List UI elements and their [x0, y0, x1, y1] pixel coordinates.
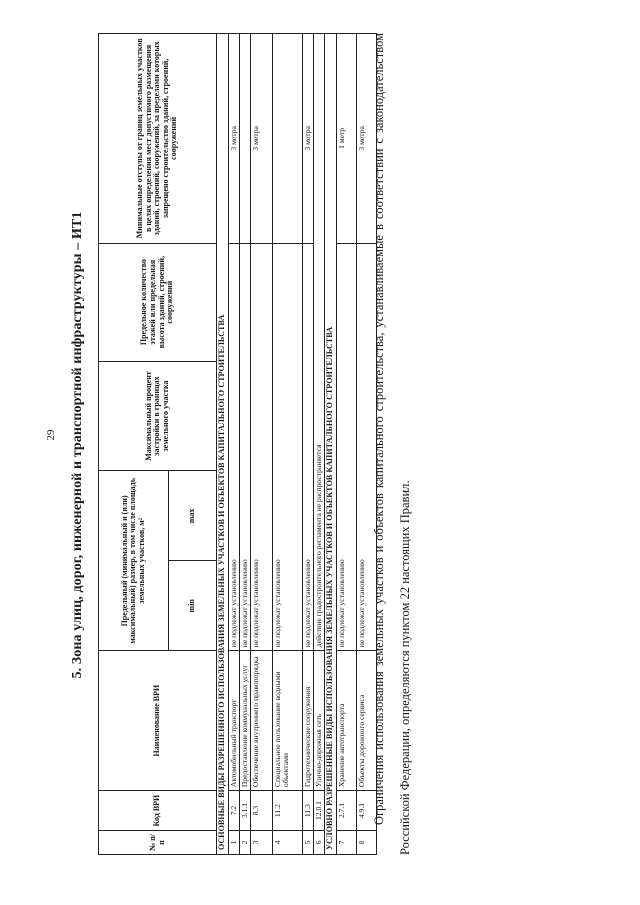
table-row [273, 34, 303, 855]
row-code: 3.1.1 [239, 791, 250, 831]
table-row [228, 34, 239, 855]
row-area: не подлежат установлению [228, 243, 239, 650]
table-row [303, 34, 314, 855]
row-area: не подлежат установлению [239, 243, 250, 650]
header-coverage: Максимальный процент застройки в границах земельного участка [99, 361, 217, 471]
header-name: Наименование ВРИ [99, 651, 217, 791]
row-code: 2.7.1 [337, 791, 357, 831]
row-name: Предоставление коммунальных услуг [239, 651, 250, 791]
table-row [251, 34, 273, 855]
row-name: Автомобильный транспорт [228, 651, 239, 791]
row-num: 8 [357, 831, 377, 855]
section-conditional: УСЛОВНО РАЗРЕШЕННЫЕ ВИДЫ ИСПОЛЬЗОВАНИЯ ЗЕМЕЛЬНЫХ УЧАСТКОВ И ОБЪЕКТОВ КАПИТАЛЬНОГО СТРОИТЕЛЬСТВА [325, 34, 337, 855]
header-code: Код ВРИ [99, 791, 217, 831]
table-row [314, 34, 325, 855]
row-num: 7 [337, 831, 357, 855]
row-code: 8.3 [251, 791, 273, 831]
row-setback: 3 метра [357, 34, 377, 244]
row-setback [273, 34, 303, 244]
row-code: 4.9.1 [357, 791, 377, 831]
header-min: min [169, 561, 217, 651]
row-num: 1 [228, 831, 239, 855]
rotated-page-content [70, 15, 510, 875]
row-area: не подлежат установлению [303, 243, 314, 650]
row-setback: 3 метра [251, 34, 273, 244]
row-name: Специальное пользование водными объектами [273, 651, 303, 791]
table-row [337, 34, 357, 855]
row-area: не подлежат установлению [251, 243, 273, 650]
header-max: max [169, 471, 217, 561]
row-code: 11.2 [273, 791, 303, 831]
row-name: Гидротехнические сооружения [303, 651, 314, 791]
row-area: действие градостроительного регламента не распространяется [314, 34, 325, 651]
section-main: ОСНОВНЫЕ ВИДЫ РАЗРЕШЕННОГО ИСПОЛЬЗОВАНИЯ ЗЕМЕЛЬНЫХ УЧАСТКОВ И ОБЪЕКТОВ КАПИТАЛЬНОГО СТРОИТЕЛЬСТВА [217, 34, 229, 855]
row-area: не подлежат установлению [357, 243, 377, 650]
row-name: Объекты дорожного сервиса [357, 651, 377, 791]
table-row [239, 34, 250, 855]
page-number: 29 [45, 429, 57, 441]
header-num: № п/п [99, 831, 217, 855]
row-code: 7.2 [228, 791, 239, 831]
header-area: Предельный (минимальный и (или) максимальный) размер, в том числе площадь земельных участков, м² [99, 471, 169, 651]
row-code: 11.3 [303, 791, 314, 831]
restrictions-note: Ограничения использования земельных участков и объектов капитального строительства, устанавливаемые в соответствии с законодательством Российской Федерации, определяются пунктом 22 настоящих Правил. [372, 33, 412, 855]
row-num: 6 [314, 831, 325, 855]
row-setback: 3 метра [303, 34, 314, 244]
row-num: 3 [251, 831, 273, 855]
row-area: не подлежат установлению [337, 243, 357, 650]
row-area: не подлежат установлению [273, 243, 303, 650]
row-setback [239, 34, 250, 244]
row-name: Обеспечение внутреннего правопорядка [251, 651, 273, 791]
row-setback: 3 метра [228, 34, 239, 244]
row-name: Хранение автотранспорта [337, 651, 357, 791]
row-setback: 1 метр [337, 34, 357, 244]
row-name: Улично-дорожная сеть [314, 651, 325, 791]
header-setback: Минимальные отступы от границ земельных участков в целях определения мест допустимого размещения зданий, строений, сооружений, за пределами которых запрещено строительство зданий, строений, сооружений [99, 34, 217, 244]
row-num: 2 [239, 831, 250, 855]
regulations-table [98, 33, 377, 855]
document-title: 5. Зона улиц, дорог, инженерной и транспортной инфраструктуры – ИТ1 [70, 211, 85, 679]
row-num: 5 [303, 831, 314, 855]
header-floors: Предельное количество этажей или предельная высота зданий, строений, сооружений [99, 243, 217, 361]
row-num: 4 [273, 831, 303, 855]
row-code: 12.0.1 [314, 791, 325, 831]
